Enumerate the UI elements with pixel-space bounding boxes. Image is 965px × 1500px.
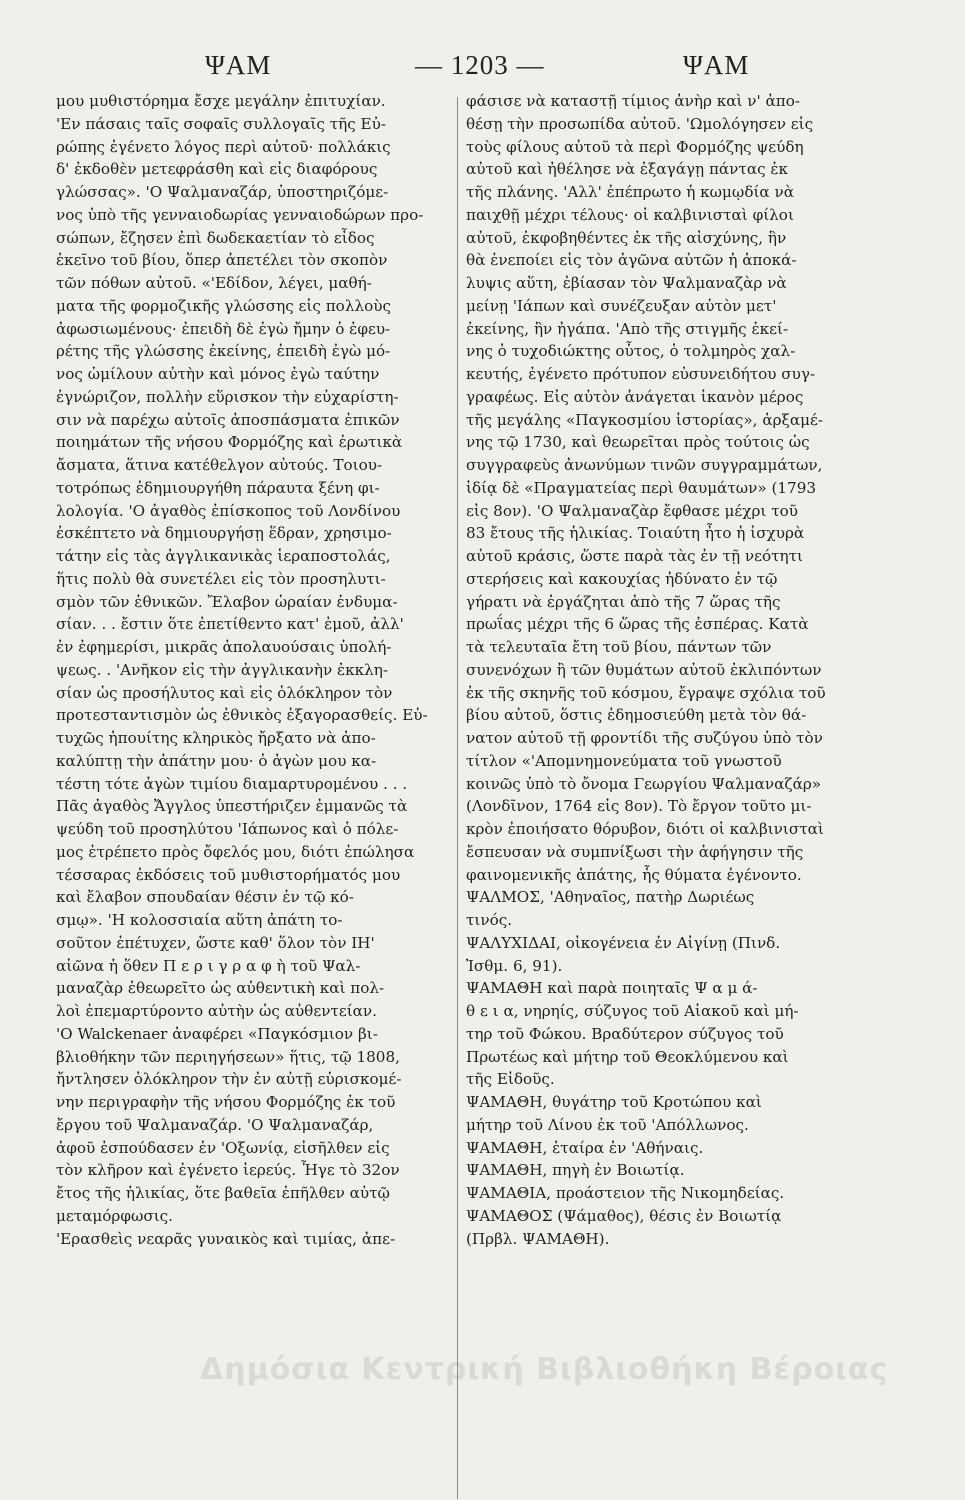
text-line: ἄσματα, ἅτινα κατέθελγον αὐτούς. Τοιου- (56, 456, 383, 474)
text-line: ἔργου τοῦ Ψαλμαναζάρ. 'Ο Ψαλμαναζάρ, (56, 1115, 374, 1134)
text-line: λολογία. 'Ο ἀγαθὸς ἐπίσκοπος τοῦ Λονδίνου (56, 501, 401, 520)
text-line: ματα τῆς φορμοζικῆς γλώσσης εἰς πολλοὺς (56, 296, 391, 315)
text-line: νος ὡμίλουν αὐτὴν καὶ μόνος ἐγὼ ταύτην (56, 365, 380, 383)
text-line: μος ἐτρέπετο πρὸς ὄφελός μου, διότι ἐπώλησα (56, 842, 415, 861)
text-line: ρώπης ἐγένετο λόγος περὶ αὐτοῦ· πολλάκις (56, 137, 391, 156)
text-line: γήρατι νὰ ἐργάζηται ἀπὸ τῆς 7 ὥρας τῆς (466, 592, 781, 611)
text-line: ἐν ἐφημερίσι, μικρᾶς ἀπολαυούσαις ὑπολή- (56, 638, 392, 656)
text-line: νην περιγραφὴν τῆς νήσου Φορμόζης ἐκ τοῦ (56, 1093, 396, 1111)
text-line: θέσῃ τὴν προσωπίδα αὐτοῦ. 'Ωμολόγησεν εἰς (466, 114, 814, 133)
text-line: κευτής, ἐγένετο πρότυπον εὐσυνειδήτου συγ- (466, 365, 816, 383)
text-line: τέστη τότε ἀγὼν τιμίου διαμαρτυρομένου . . . (56, 774, 408, 793)
text-line: νος ὑπὸ τῆς γενναιοδωρίας γενναιοδώρων προ- (56, 205, 424, 224)
text-line: ΨΑΜΑΘΗ, ἑταίρα ἐν 'Αθήναις. (466, 1138, 704, 1157)
text-line: τὸν κλῆρον καὶ ἐγένετο ἱερεύς. Ἦγε τὸ 32ον (56, 1161, 400, 1180)
text-line: ΨΑΛΜΟΣ, 'Αθηναῖος, πατὴρ Δωριέως (466, 888, 755, 907)
text-line: Πρωτέως καὶ μήτηρ τοῦ Θεοκλύμενου καὶ (466, 1047, 789, 1066)
text-line: σμῳ». 'Η κολοσσιαία αὕτη ἀπάτη το- (56, 911, 343, 929)
text-line: αὐτοῦ καὶ ἠθέλησε νὰ ἐξαγάγῃ πάντας ἐκ (466, 160, 789, 179)
text-line: μήτηρ τοῦ Λίνου ἐκ τοῦ 'Απόλλωνος. (466, 1115, 749, 1134)
page-number: — 1203 — (415, 50, 545, 80)
text-line: κρὸν ἐποιήσατο θόρυβον, διότι οἱ καλβινισταὶ (466, 820, 824, 838)
text-line: συγγραφεὺς ἀνωνύμων τινῶν συγγραμμάτων, (466, 456, 823, 474)
text-line: ΨΑΛΥΧΙΔΑΙ, οἰκογένεια ἐν Αἰγίνῃ (Πινδ. (466, 933, 781, 952)
text-line: παιχθῇ μέχρι τέλους· οἱ καλβινισταὶ φίλοι (466, 205, 794, 224)
text-line: (Πρβλ. ΨΑΜΑΘΗ). (466, 1229, 610, 1248)
text-line: ψεως. . 'Ανῆκον εἰς τὴν ἀγγλικανὴν ἐκκλη- (56, 660, 388, 679)
text-line: ἤντλησεν ὁλόκληρον τὴν ἐν αὐτῇ εὑρισκομέ- (56, 1070, 402, 1089)
text-line: σώπων, ἔζησεν ἐπὶ δωδεκαετίαν τὸ εἶδος (56, 228, 375, 247)
text-line: μεταμόρφωσις. (56, 1206, 174, 1225)
text-line: νης τῷ 1730, καὶ θεωρεῖται πρὸς τούτοις ὡς (466, 433, 810, 452)
text-line: φάσισε νὰ καταστῇ τίμιος ἀνὴρ καὶ ν' ἀπο- (466, 92, 800, 110)
text-line: ἐκείνης, ἣν ἠγάπα. 'Απὸ τῆς στιγμῆς ἐκεί- (466, 319, 789, 338)
text-line: νης ὁ τυχοδιώκτης οὗτος, ὁ τολμηρὸς χαλ- (466, 342, 796, 361)
text-line: ΨΑΜΑΘΟΣ (Ψάμαθος), θέσις ἐν Βοιωτίᾳ (466, 1206, 782, 1225)
text-line: μείνῃ 'Ιάπων καὶ συνέζευξαν αὐτὸν μετ' (466, 296, 777, 315)
text-line: τάτην εἰς τὰς ἀγγλικανικὰς ἱεραποστολάς, (56, 547, 391, 565)
text-line: ΨΑΜΑΘΗ, πηγὴ ἐν Βοιωτίᾳ. (466, 1161, 685, 1180)
text-line: 'Εν πάσαις ταῖς σοφαῖς συλλογαῖς τῆς Εὐ- (56, 114, 387, 133)
text-line: τῆς μεγάλης «Παγκοσμίου ἱστορίας», ἀρξαμέ- (466, 410, 824, 429)
text-line: εἰς 8ον). 'Ο Ψαλμαναζὰρ ἔφθασε μέχρι τοῦ (466, 501, 798, 520)
text-line: βίου αὐτοῦ, ὅστις ἐδημοσιεύθη μετὰ τὸν θά- (466, 706, 807, 725)
text-line: νατον αὐτοῦ τῇ φροντίδι τῆς συζύγου ὑπὸ τὸν (466, 729, 823, 747)
text-line: λυψις αὕτη, ἐβίασαν τὸν Ψαλμαναζὰρ νὰ (466, 274, 787, 292)
text-line: 'Ερασθεὶς νεαρᾶς γυναικὸς καὶ τιμίας, ἀπε- (56, 1229, 396, 1248)
text-line: ἥτις πολὺ θὰ συνετέλει εἰς τὸν προσηλυτι- (56, 569, 386, 588)
text-line: τῶν πόθων αὐτοῦ. «'Εδίδον, λέγει, μαθή- (56, 274, 372, 292)
text-line: ἐκεῖνο τοῦ βίου, ὅπερ ἀπετέλει τὸν σκοπὸν (56, 251, 388, 270)
text-line: Πᾶς ἀγαθὸς Ἄγγλος ὑπεστήριζεν ἐμμανῶς τὰ (56, 797, 408, 816)
text-line: ποιημάτων τῆς νήσου Φορμόζης καὶ ἐρωτικὰ (56, 433, 403, 452)
text-line: ΨΑΜΑΘΗ, θυγάτηρ τοῦ Κροτώπου καὶ (466, 1093, 762, 1111)
text-line: καλύπτῃ τὴν ἀπάτην μου· ὁ ἀγὼν μου κα- (56, 751, 377, 770)
text-line: τὰ τελευταῖα ἔτη τοῦ βίου, πάντων τῶν (466, 638, 772, 656)
text-line: τίτλον «'Απομνημονεύματα τοῦ γνωστοῦ (466, 751, 782, 770)
text-line: φαινομενικῆς ἀπάτης, ἧς θύματα ἐγένοντο. (466, 865, 802, 884)
text-line: σίαν ὡς προσήλυτος καὶ εἰς ὁλόκληρον τὸν (56, 683, 393, 702)
text-line: αὐτοῦ κράσις, ὥστε παρὰ τὰς ἐν τῇ νεότητι (466, 547, 803, 565)
text-line: ἔσπευσαν νὰ συμπνίξωσι τὴν ἀφήγησιν τῆς (466, 842, 804, 861)
text-line: 'Ο Walckenaer ἀναφέρει «Παγκόσμιον βι- (56, 1024, 378, 1043)
column-divider (457, 97, 458, 1499)
text-line: θὰ ἐνεποίει εἰς τὸν ἀγῶνα αὐτῶν ἡ ἀποκά- (466, 251, 797, 270)
text-line: ρέτης τῆς γλώσσης ἐκείνης, ἐπειδὴ ἐγὼ μό- (56, 342, 391, 361)
text-line: ἰδίᾳ δὲ «Πραγματείας περὶ θαυμάτων» (1793 (466, 478, 817, 497)
text-line: ἀφοῦ ἐσπούδασεν ἐν 'Οξωνίᾳ, εἰσῆλθεν εἰς (56, 1138, 390, 1157)
text-line: ἐκ τῆς σκηνῆς τοῦ κόσμου, ἔγραψε σχόλια τοῦ (466, 683, 826, 702)
text-line: δ' ἐκδοθὲν μετεφράσθη καὶ εἰς διαφόρους (56, 160, 378, 179)
text-line: τέσσαρας ἐκδόσεις τοῦ μυθιστορήματός μου (56, 865, 401, 884)
text-line: ψεύδη τοῦ προσηλύτου 'Ιάπωνος καὶ ὁ πόλε- (56, 820, 399, 838)
text-line: καὶ ἔλαβον σπουδαίαν θέσιν ἐν τῷ κό- (56, 888, 354, 907)
page-header (0, 50, 965, 92)
text-line: σιν νὰ παρέχω αὐτοῖς ἀποσπάσματα ἐπικῶν (56, 410, 400, 429)
text-line: μαναζὰρ ἐθεωρεῖτο ὡς αὐθεντικὴ καὶ πολ- (56, 979, 385, 998)
text-line: Ἰσθμ. 6, 91). (466, 956, 563, 975)
text-line: λοὶ ἐπεμαρτύροντο αὐτὴν ὡς αὐθεντείαν. (56, 1002, 377, 1020)
text-line: θ ε ι α, νηρηίς, σύζυγος τοῦ Αἰακοῦ καὶ μή- (466, 1002, 799, 1020)
text-line: ἐγνώριζον, πολλὴν εὕρισκον τὴν εὐχαρίστη- (56, 387, 399, 406)
text-line: τῆς Εἰδοῦς. (466, 1070, 555, 1089)
text-line: αἰῶνα ἡ ὅθεν Π ε ρ ι γ ρ α φ ὴ τοῦ Ψαλ- (56, 956, 361, 975)
right-column (466, 90, 870, 1250)
text-line: (Λονδῖνον, 1764 εἰς 8ον). Τὸ ἔργον τοῦτο μι- (466, 797, 812, 816)
text-line: τηρ τοῦ Φώκου. Βραδύτερον σύζυγος τοῦ (466, 1024, 784, 1043)
header-left-entry: ΨΑΜ (205, 50, 272, 80)
text-line: στερήσεις καὶ κακουχίας ἠδύνατο ἐν τῷ (466, 569, 778, 588)
text-line: αὐτοῦ, ἐκφοβηθέντες ἐκ τῆς αἰσχύνης, ἣν (466, 228, 787, 247)
text-line: ἔτος τῆς ἡλικίας, ὅτε βαθεῖα ἐπῆλθεν αὐτῷ (56, 1184, 390, 1202)
text-line: ΨΑΜΑΘΙΑ, προάστειον τῆς Νικομηδείας. (466, 1184, 785, 1202)
text-line: τῆς πλάνης. 'Αλλ' ἐπέπρωτο ἡ κωμῳδία νὰ (466, 183, 794, 201)
text-line: κοινῶς ὑπὸ τὸ ὄνομα Γεωργίου Ψαλμαναζάρ» (466, 774, 822, 793)
text-line: ἐσκέπτετο νὰ δημιουργήσῃ ἕδραν, χρησιμο- (56, 524, 392, 543)
text-line: τινός. (466, 911, 513, 929)
text-line: συνενόχων ἢ τῶν θυμάτων αὐτοῦ ἐκλιπόντων (466, 660, 822, 679)
text-line: ΨΑΜΑΘΗ καὶ παρὰ ποιηταῖς Ψ α μ ά- (466, 979, 758, 998)
text-line: πρωΐας μέχρι τῆς 6 ὥρας τῆς ἑσπέρας. Κατὰ (466, 615, 809, 634)
text-line: μου μυθιστόρημα ἔσχε μεγάλην ἐπιτυχίαν. (56, 92, 386, 110)
text-line: τοὺς φίλους αὐτοῦ τὰ περὶ Φορμόζης ψεύδη (466, 137, 804, 156)
text-line: προτεσταντισμὸν ὡς ἐθνικὸς ἐξαγορασθείς. Εὐ- (56, 706, 428, 725)
text-line: 83 ἔτους τῆς ἡλικίας. Τοιαύτη ἦτο ἡ ἰσχυρὰ (466, 524, 805, 543)
text-line: τυχῶς ἠπουίτης κληρικὸς ἤρξατο νὰ ἀπο- (56, 729, 376, 747)
text-line: γλώσσας». 'Ο Ψαλμαναζάρ, ὑποστηριζόμε- (56, 183, 389, 201)
text-line: σοῦτον ἐπέτυχεν, ὥστε καθ' ὅλον τὸν ΙΗ' (56, 933, 375, 952)
text-line: σμὸν τῶν ἐθνικῶν. Ἔλαβον ὡραίαν ἐνδυμα- (56, 592, 398, 611)
left-column (56, 90, 450, 1250)
text-line: τοτρόπως ἐδημιουργήθη πάραυτα ξένη φι- (56, 478, 380, 497)
text-line: γραφέως. Εἰς αὐτὸν ἀνάγεται ἱκανὸν μέρος (466, 387, 804, 406)
library-watermark: Δημόσια Κεντρική Βιβλιοθήκη Βέροιας (200, 1352, 889, 1387)
text-line: σίαν. . . ἔστιν ὅτε ἐπετίθεντο κατ' ἐμοῦ, ἀλλ' (56, 615, 404, 634)
text-line: βλιοθήκην τῶν περιηγήσεων» ἥτις, τῷ 1808, (56, 1047, 400, 1066)
header-right-entry: ΨΑΜ (683, 50, 750, 80)
text-line: ἀφωσιωμένους· ἐπειδὴ δὲ ἐγὼ ἤμην ὁ ἐφευ- (56, 319, 391, 338)
